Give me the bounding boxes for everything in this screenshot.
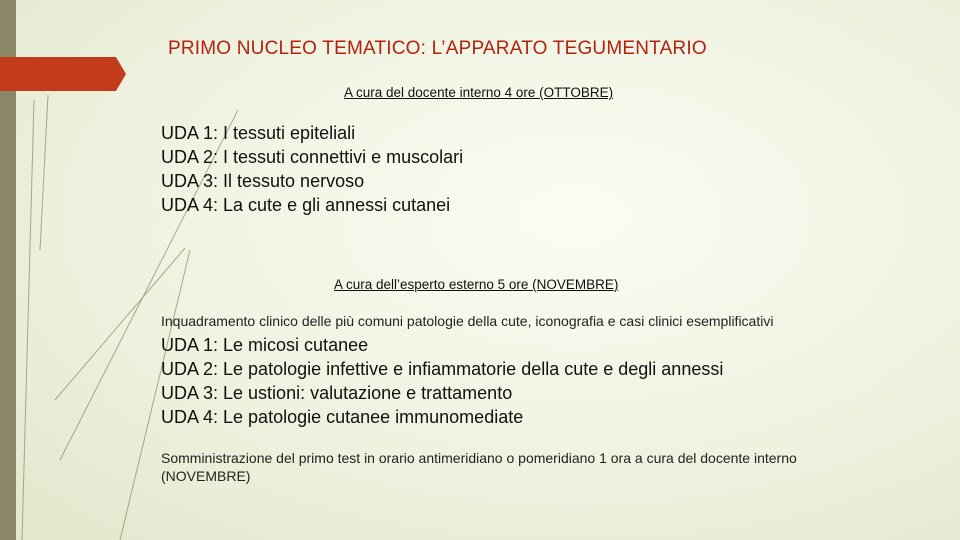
- list-item: UDA 4: La cute e gli annessi cutanei: [161, 195, 451, 215]
- list-item: UDA 3: Le ustioni: valutazione e trattamento: [161, 383, 513, 403]
- list-item: UDA 1: I tessuti epiteliali: [161, 123, 356, 143]
- list-item: UDA 2: Le patologie infettive e infiammatorie della cute e degli annessi: [161, 359, 724, 379]
- test-note: Somministrazione del primo test in orario antimeridiano o pomeridiano 1 ora a cura del docente interno (NOVEMBRE): [161, 450, 797, 484]
- slide-title: PRIMO NUCLEO TEMATICO: L’APPARATO TEGUMENTARIO: [168, 38, 707, 59]
- section2-heading: A cura dell’esperto esterno 5 ore (NOVEMBRE): [334, 277, 619, 292]
- list-item: UDA 3: Il tessuto nervoso: [161, 171, 365, 191]
- list-item: UDA 2: I tessuti connettivi e muscolari: [161, 147, 464, 167]
- section1-list: [161, 121, 463, 217]
- section2-intro: Inquadramento clinico delle più comuni patologie della cute, iconografia e casi clinici esemplificativi: [161, 313, 774, 329]
- section2-list: [161, 333, 723, 429]
- section1-heading: A cura del docente interno 4 ore (OTTOBRE): [344, 85, 614, 100]
- list-item: UDA 1: Le micosi cutanee: [161, 335, 369, 355]
- list-item: UDA 4: Le patologie cutanee immunomediate: [161, 407, 524, 427]
